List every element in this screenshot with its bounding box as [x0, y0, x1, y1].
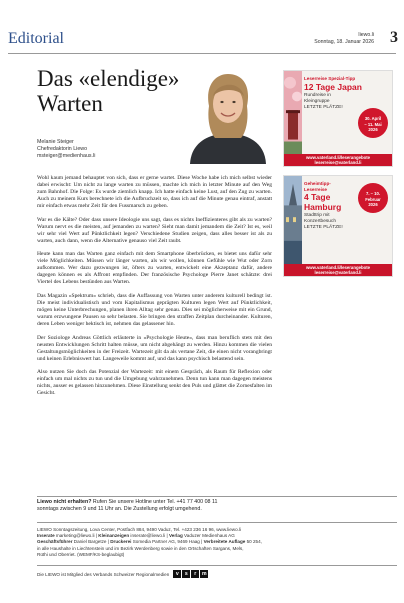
member-divider — [37, 565, 397, 566]
headline-line-1: Das «elendige» — [37, 66, 180, 91]
paragraph: Das Magazin «Spektrum» schrieb, dass die Auffassung von Warten unter anderem kulturell bedingt ist. Die meist individualistisch und vom Kapitalismus geprägten Kulturen legen Wert auf Pünktlichkeit, mögen keine Unterbrechungen, planen ihren Alltag sehr genau. Dies sei möglicherweise mit ein Grund, warum erzwungene Pausen so sehr belasten. Sie bringen den straffen Zeitplan durcheinander. Kulturen, deren Leben weniger hektisch ist, nehmen das gelassener hin. — [37, 293, 272, 327]
hamburg-photo — [284, 176, 302, 276]
ad-title: 4 Tage Hamburg — [304, 192, 342, 212]
ad-label: Leserreise Spezial-Tipp — [304, 76, 356, 81]
date-badge: 30. April – 11. Mai 2026 — [358, 108, 388, 138]
author-name: Melanie Steiger — [37, 139, 74, 145]
header-meta — [314, 32, 374, 46]
paragraph: Also nutzen Sie doch das Potenzial der Wartezeit: mit einem Gespräch, als Raum für Reflexion oder einfach um mal nichts zu tun und die Umgebung wahrzunehmen. Denn tun kann man dagegen meistens nichts, ausser es gelassen hinzunehmen. Diese Einstellung senkt den Puls und glättet die Zornesfalten im Gesicht. — [37, 369, 272, 397]
imprint: LIEWO Sonntagszeitung, Lova Center, Postfach 884, 9490 Vaduz, Tel. +423 236 16 96, www.liewo.li Inserate marketing@liewo.li | Kleinanzeigen inserate@liewo.li | Verlag Vaduzer Medienhaus AG Geschäftsführer Daniel Bargetze | Druckerei Somedia Partner AG, 9469 Haag | Verbreitete Auflage 50 254, in alle Haushalte in Liechtenstein und im Bezirk Werdenberg sowie in den Ortschaften Sargans, Mels, Rüthi und Oberriet. (WEMF/KS-beglaubigt) — [37, 527, 262, 557]
ad-japan-trip[interactable] — [283, 70, 393, 167]
date-badge: 7. – 10. Februar 2026 — [358, 183, 388, 213]
ad-subtitle: Rundreise in Kleingruppe LETZTE PLÄTZE! — [304, 93, 343, 110]
ad-label: Geheimtipp- Leserreise — [304, 181, 331, 192]
ad-title: 12 Tage Japan — [304, 81, 362, 92]
delivery-notice: Liewo nicht erhalten? Rufen Sie unsere Hotline unter Tel. +41 77 400 08 11 sonntags zwischen 9 und 11 Uhr an. Die Zustellung erfolgt umgehend. — [37, 499, 218, 512]
portrait-image — [185, 66, 271, 164]
paragraph: Der Soziologe Andreas Göttlich erläuterte in «Psychologie Heute», dass man beruflich stets mit den neusten Entwicklungen Schritt halten müsse, um nicht abgehängt zu werden. Hinzu kommen die vielen Gestaltungsmöglichkeiten in der Freizeit. Wartezeit gilt da als vertane Zeit, die einen nicht vorangbringt und keinen Erlebniswert hat. Langeweile kommt auf, und das kann psychisch belastend sein. — [37, 334, 272, 362]
paragraph: Wohl kaum jemand behauptet von sich, dass er gerne wartet. Diese Woche habe ich mich selbst wieder dabei erwischt: Um nicht zu lange warten zu müssen, machte ich mich in letzter Minute auf den Weg zum Bahnhof. Die Folge: Es wurde ziemlich knapp. Ich hatte einfach keine Lust, auf den Zug zu warten. Auch zu meinem Kurs berechnete ich die Aufbruchzeit so, dass ich auf die Minute genau eintraf, anstatt mir einfach etwas mehr Zeit für den Fussmarsch zu geben. — [37, 175, 272, 209]
site-name: liewo.li — [358, 32, 374, 38]
header-divider — [8, 53, 396, 54]
ad-hamburg-trip[interactable] — [283, 175, 393, 277]
article-body — [37, 175, 272, 404]
paragraph: War es die Kälte? Oder dass unsere Ideologie uns sagt, dass es nichts Ineffizienteres gibt als zu warten? Warum nervt es die meisten, auf jemanden zu warten? Sieht man damit jemandem die Zeit? Ist es, weil wir sehr viel Wert auf Pünktlichkeit legen? Verschiedene Studien zeigen, dass alles besser ist als zu warten, auch dann, wenn die Alternative genauso viel Zeit raubt. — [37, 216, 272, 244]
article-headline — [37, 66, 179, 116]
imprint-divider — [37, 522, 397, 523]
vsrm-logo: v s r m — [173, 570, 208, 578]
ad-content — [304, 76, 390, 111]
page-header — [8, 30, 398, 52]
section-title: Editorial — [8, 30, 64, 47]
issue-date: Sonntag, 18. Januar 2026 — [314, 39, 374, 45]
headline-line-2: Warten — [37, 91, 103, 116]
author-email[interactable]: msteiger@medienhaus.li — [37, 152, 96, 159]
ad-contact-strip[interactable]: www.vaterland.li/leserangebote leserreise@vaterland.li — [284, 264, 392, 276]
japan-photo — [284, 71, 302, 166]
membership-note — [37, 570, 208, 578]
footer-divider — [37, 496, 397, 497]
paragraph: Heute kann man das Warten ganz einfach mit dem Smartphone überbrücken, es bietet uns dafür sehr viele Möglichkeiten. Müssen wir länger warten, als wir wollen, können Gefühle wie Wut oder Zorn aufkommen. Wer dazu gezwungen ist, öfters zu warten, entwickelt eine Akzeptanz dafür, andere dagegen können es als Affront empfinden. Der französische Psychologe Pierre Janet schätzte: drei Viertel des Lebens bestünden aus Warten. — [37, 251, 272, 286]
page-number: 3 — [390, 29, 398, 46]
membership-text: Die LIEWO ist Mitglied des Verbands Schweizer Regionalmedien — [37, 571, 170, 577]
author-info — [37, 139, 95, 159]
author-portrait — [185, 66, 271, 164]
ad-subtitle: Stadttrip mit Konzertbesuch LETZTE PLÄTZE! — [304, 213, 343, 230]
author-role: Chefredaktorin Liewo — [37, 145, 88, 152]
ad-contact-strip[interactable]: www.vaterland.li/leserangebote leserreise@vaterland.li — [284, 154, 392, 166]
